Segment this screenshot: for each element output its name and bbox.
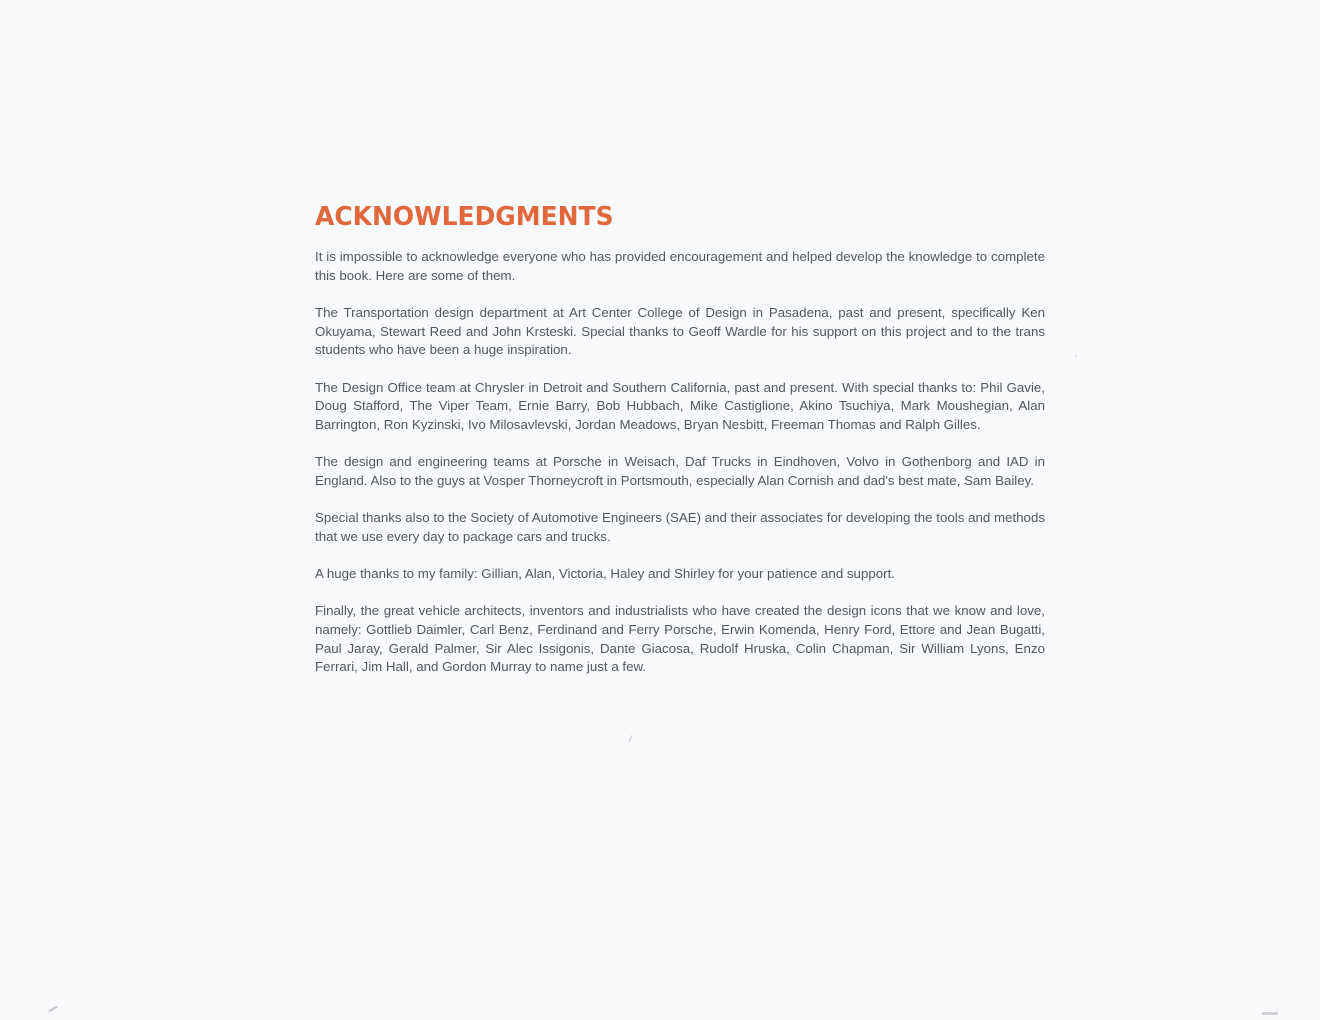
paragraph-porsche-daf-volvo: The design and engineering teams at Porsche in Weisach, Daf Trucks in Eindhoven, Volvo in Gothenborg and IAD in England. Also to the guys at Vosper Thorneycroft in Portsmouth, especially Alan Cornish and dad's best mate, Sam Bailey. xyxy=(315,454,1045,488)
page-title: ACKNOWLEDGMENTS xyxy=(315,202,614,232)
scan-speck xyxy=(48,1006,58,1013)
paragraph-art-center: The Transportation design department at Art Center College of Design in Pasadena, past and present, specifically Ken Okuyama, Stewart Reed and John Krsteski. Special thanks to Geoff Wardle for his support on this project and to the trans students who have been a huge inspiration. xyxy=(315,304,1045,358)
paragraph-intro: It is impossible to acknowledge everyone who has provided encouragement and helped develop the knowledge to complete this book. Here are some of them. xyxy=(315,249,1045,283)
scan-speck xyxy=(1262,1012,1278,1015)
paragraph-vehicle-architects: Finally, the great vehicle architects, inventors and industrialists who have created the design icons that we know and love, namely: Gottlieb Daimler, Carl Benz, Ferdinand and Ferry Porsche, Erwin Komenda, Henry Ford, Ettore and Jean Bugatti, Paul Jaray, Gerald Palmer, Sir Alec Issigonis, Dante Giacosa, Rudolf Hruska, Colin Chapman, Sir William Lyons, Enzo Ferrari, Jim Hall, and Gordon Murray to name just a few. xyxy=(315,603,1045,675)
paragraph-sae: Special thanks also to the Society of Automotive Engineers (SAE) and their associates for developing the tools and methods that we use every day to package cars and trucks. xyxy=(315,510,1045,544)
paragraph-chrysler: The Design Office team at Chrysler in Detroit and Southern California, past and present. With special thanks to: Phil Gavie, Doug Stafford, The Viper Team, Ernie Barry, Bob Hubbach, Mike Castiglione, Akino Tsuchiya, Mark Moushegian, Alan Barrington, Ron Kyzinski, Ivo Milosavlevski, Jordan Meadows, Bryan Nesbitt, Freeman Thomas and Ralph Gilles. xyxy=(315,379,1045,432)
paragraph-family: A huge thanks to my family: Gillian, Alan, Victoria, Haley and Shirley for your patience and support. xyxy=(315,565,895,581)
scan-speck xyxy=(1075,355,1077,357)
scan-speck xyxy=(629,735,633,743)
acknowledgments-section xyxy=(315,200,1045,695)
